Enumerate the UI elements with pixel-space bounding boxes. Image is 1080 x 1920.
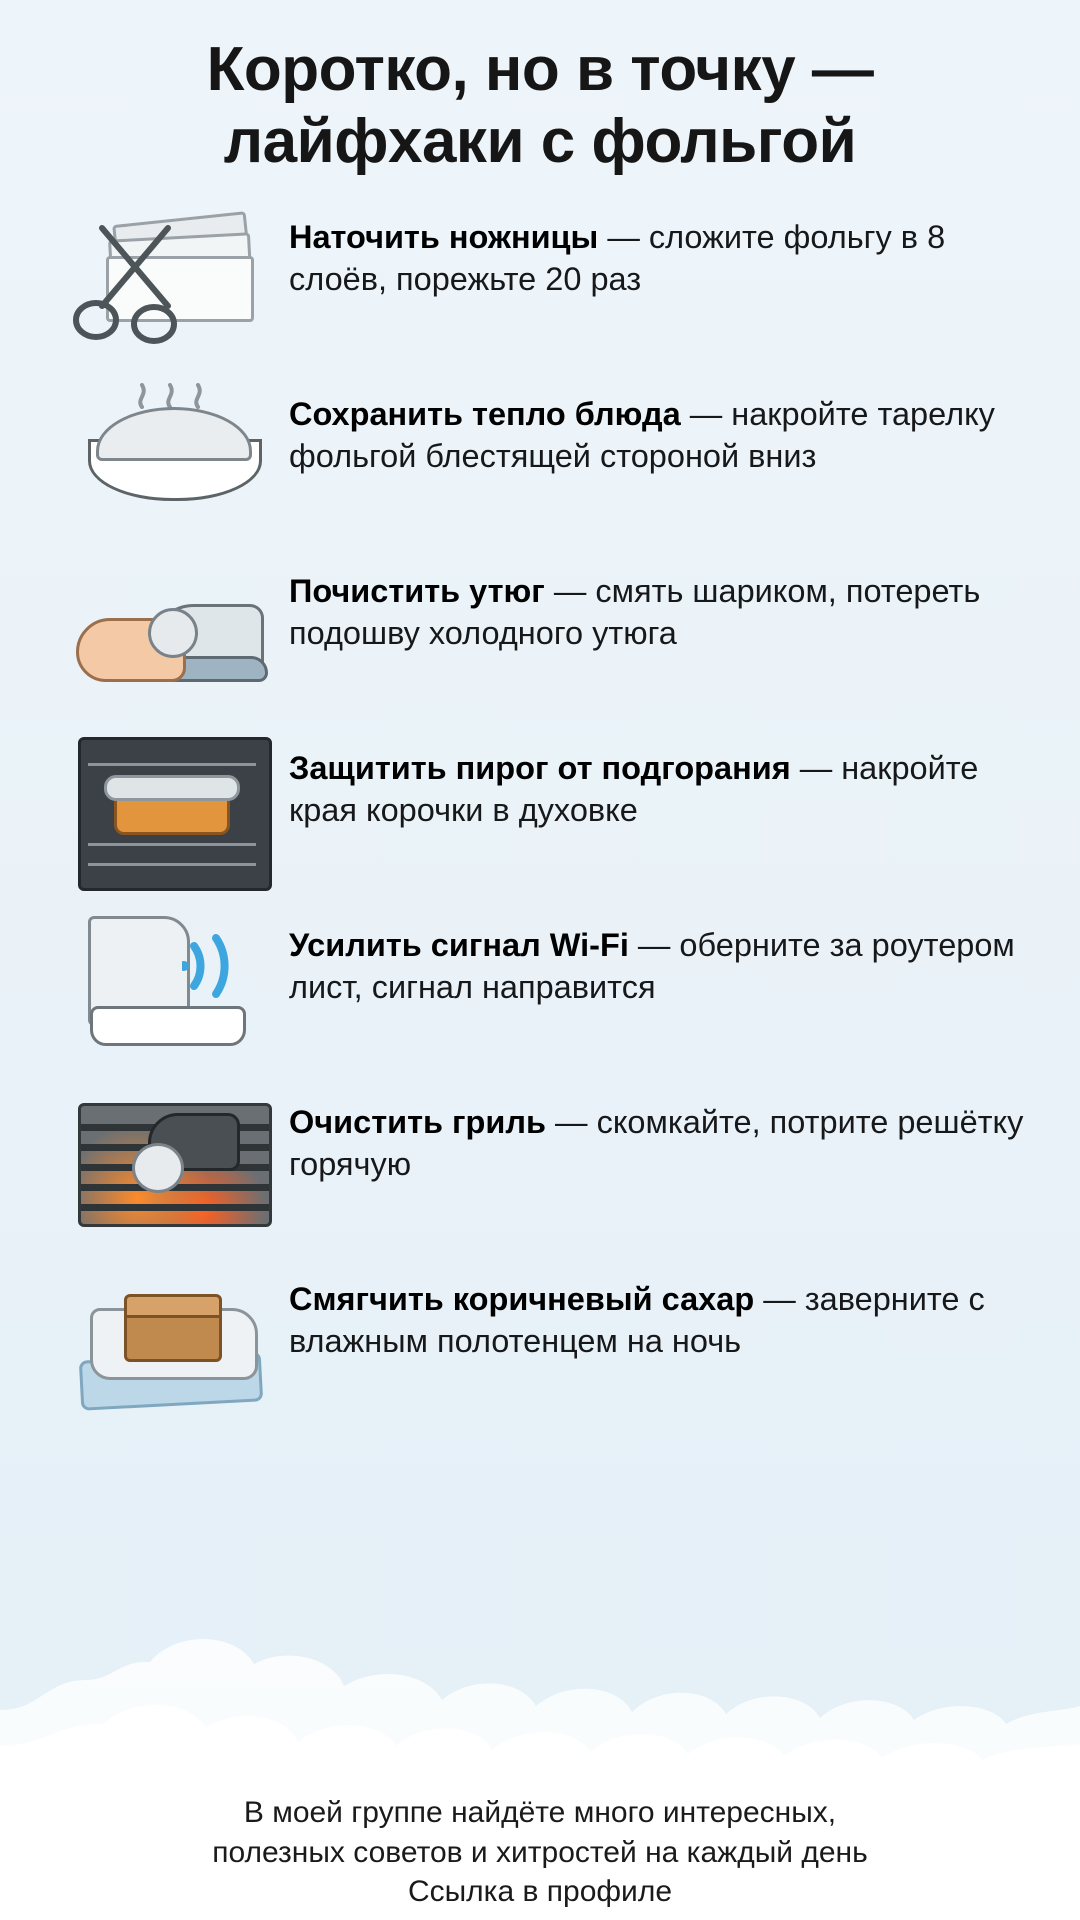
footer-line-3: Ссылка в профиле [407, 1875, 673, 1909]
list-item [70, 379, 1046, 534]
tip-text [289, 1264, 1046, 1363]
tip-text [289, 379, 1046, 478]
page-title: Коротко, но в точку — лайфхаки с фольгой [206, 35, 874, 176]
footer-line-1: В моей группе найдёте много интересных, [243, 1795, 837, 1829]
wifi-router-icon [70, 910, 265, 1065]
tip-title: Наточить ножницы [289, 218, 599, 255]
brown-sugar-icon [70, 1264, 265, 1419]
tip-title: Почистить утюг [289, 572, 545, 609]
iron-hand-icon [70, 556, 265, 711]
tip-text [289, 910, 1046, 1009]
scissors-foil-icon [70, 202, 265, 357]
list-item [70, 910, 1046, 1065]
list-item [70, 1264, 1046, 1419]
footer [0, 1785, 1080, 1920]
list-item [70, 556, 1046, 711]
tips-list [0, 202, 1080, 1419]
tip-body: — сложите фольгу в 8 слоёв, порежьте 20 раз [289, 218, 946, 298]
tip-title: Смягчить коричневый сахар [289, 1280, 755, 1317]
footer-text [172, 1793, 908, 1913]
tip-body: — смять шариком, потереть подошву холодного утюга [289, 572, 981, 652]
tip-text [289, 1087, 1046, 1186]
footer-line-2: полезных советов и хитростей на каждый день [212, 1835, 868, 1869]
list-item [70, 202, 1046, 357]
list-item [70, 733, 1046, 888]
tip-text [289, 556, 1046, 655]
plate-foil-icon [70, 379, 265, 534]
grill-hand-icon [70, 1087, 265, 1242]
tip-title: Сохранить тепло блюда [289, 395, 681, 432]
tip-body: — оберните за роутером лист, сигнал направится [289, 926, 1015, 1006]
tip-text [289, 733, 1046, 832]
tip-body: — заверните с влажным полотенцем на ночь [289, 1280, 985, 1360]
list-item [70, 1087, 1046, 1242]
tip-title: Защитить пирог от подгорания [289, 749, 791, 786]
tip-body: — скомкайте, потрите решётку горячую [289, 1103, 1024, 1183]
tip-title: Усилить сигнал Wi-Fi [289, 926, 629, 963]
tip-body: — накройте края корочки в духовке [289, 749, 979, 829]
cloud-decoration [0, 1560, 1080, 1790]
tip-body: — накройте тарелку фольгой блестящей стороной вниз [289, 395, 995, 475]
tip-title: Очистить гриль [289, 1103, 547, 1140]
oven-pie-icon [70, 733, 265, 888]
tip-text [289, 202, 1046, 301]
